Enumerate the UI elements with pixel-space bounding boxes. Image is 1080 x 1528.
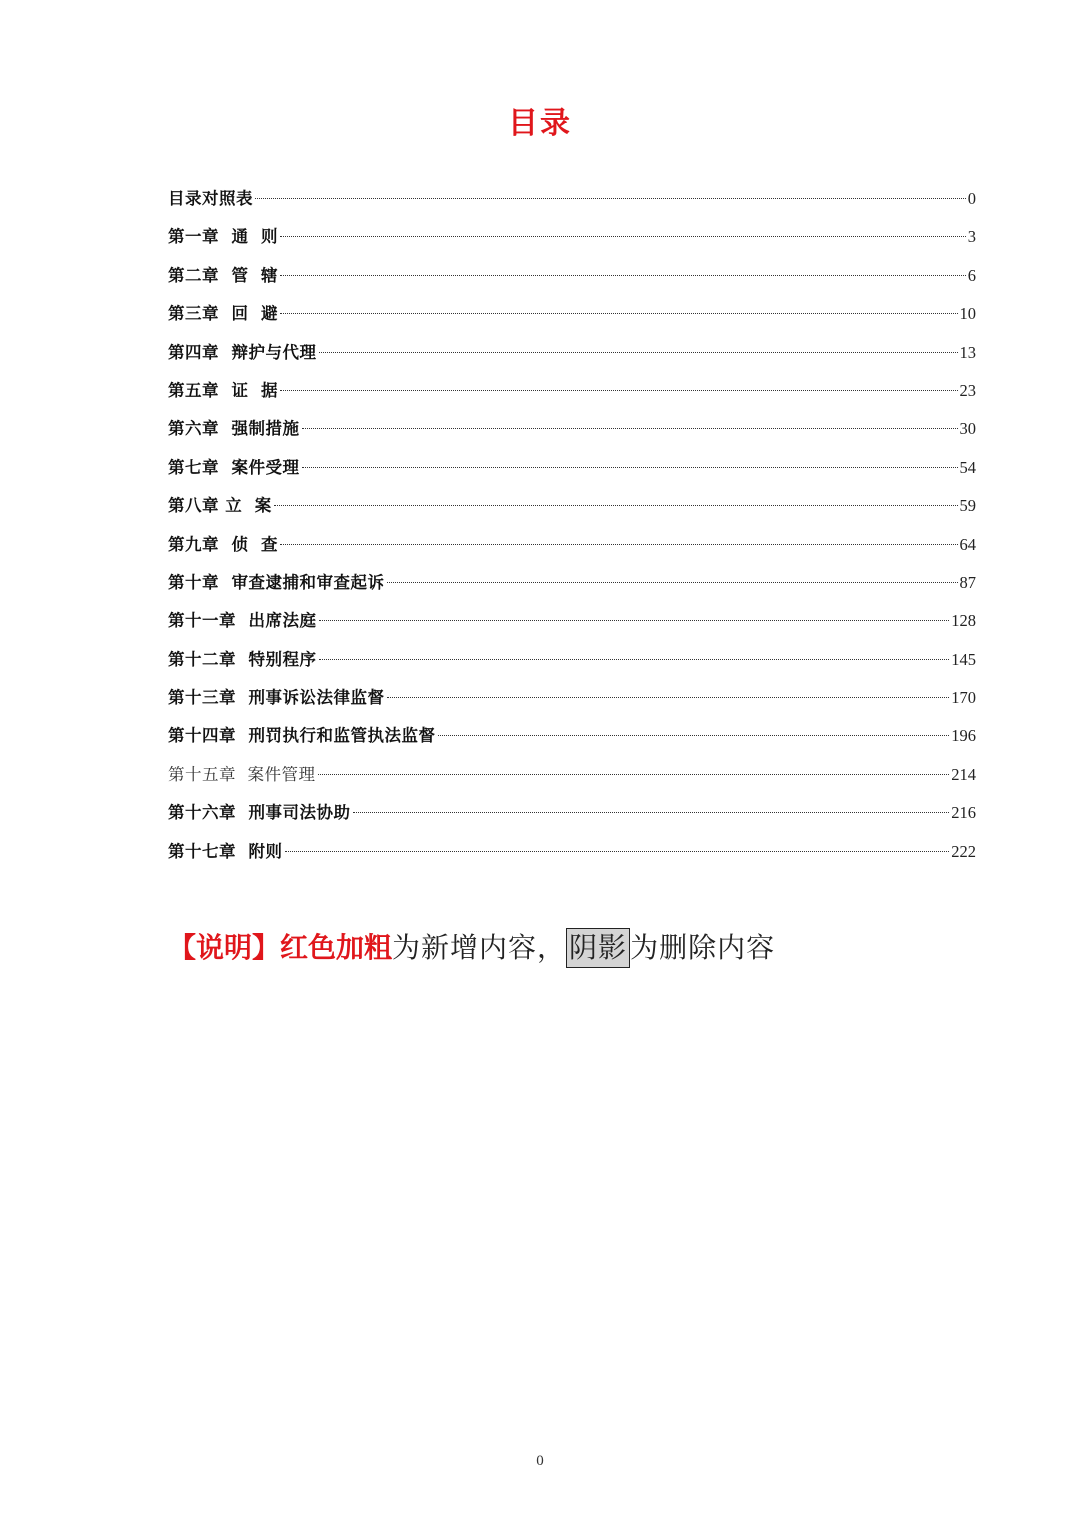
page-title: 目录: [508, 106, 572, 141]
toc-entry-page: 222: [951, 841, 976, 861]
toc-entry-page: 13: [959, 342, 976, 362]
toc-entry[interactable]: [168, 796, 976, 834]
toc-entry-label: 第六章 强制措施: [168, 419, 300, 439]
page-number: 0: [536, 1453, 544, 1469]
toc-entry-page: 10: [959, 304, 976, 324]
toc-entry-label: 第一章 通 则: [168, 227, 278, 247]
toc-entry-label: 第二章 管 辖: [168, 265, 278, 285]
toc-entry-page: 128: [951, 611, 976, 631]
toc-entry[interactable]: [168, 528, 976, 566]
toc-entry[interactable]: [168, 566, 976, 604]
toc-leader-dots: [387, 697, 950, 698]
toc-leader-dots: [319, 352, 958, 353]
toc-entry-label: 第九章 侦 查: [168, 534, 278, 554]
toc-entry-page: 87: [959, 572, 976, 592]
toc-entry[interactable]: [168, 259, 976, 297]
toc-entry-page: 216: [951, 803, 976, 823]
toc-entry-page: 0: [967, 189, 976, 208]
note-tag: 【说明】: [168, 931, 281, 964]
toc-entry-page: 3: [967, 227, 976, 247]
toc-entry-label: 第四章 辩护与代理: [168, 342, 317, 362]
toc-entry-label: 第十七章 附则: [168, 841, 283, 861]
toc-entry[interactable]: [168, 719, 976, 757]
note-deleted-text: 为删除内容: [630, 931, 776, 964]
toc-entry[interactable]: [168, 336, 976, 374]
toc-entry-label: 第十五章 案件管理: [168, 764, 316, 784]
toc-entry-label: 第十一章 出席法庭: [168, 611, 317, 631]
toc-entry-page: 6: [967, 265, 976, 285]
note-shaded-sample: 阴影: [566, 928, 630, 968]
toc-entry-label: 第八章 立 案: [168, 496, 272, 516]
toc-leader-dots: [280, 275, 966, 276]
toc-entry[interactable]: [168, 643, 976, 681]
toc-entry[interactable]: [168, 489, 976, 527]
toc-leader-dots: [280, 544, 958, 545]
toc-entry-page: 170: [951, 688, 976, 708]
toc-leader-dots: [285, 851, 950, 852]
toc-leader-dots: [280, 236, 966, 237]
note-added-text: 为新增内容，: [392, 931, 567, 964]
toc-entry[interactable]: [168, 220, 976, 258]
toc-entry[interactable]: [168, 182, 976, 220]
toc-entry-label: 第七章 案件受理: [168, 457, 300, 477]
toc-leader-dots: [353, 812, 950, 813]
toc-leader-dots: [438, 735, 950, 736]
toc-entry-page: 59: [959, 496, 976, 516]
note-red-bold-sample: 红色加粗: [280, 931, 393, 964]
toc-entry-label: 第十四章 刑罚执行和监管执法监督: [168, 726, 436, 746]
toc-entry-page: 30: [959, 419, 976, 439]
table-of-contents: [168, 182, 976, 873]
toc-leader-dots: [302, 467, 958, 468]
toc-leader-dots: [280, 313, 958, 314]
toc-entry-page: 54: [959, 457, 976, 477]
toc-entry-label: 第十六章 刑事司法协助: [168, 803, 351, 823]
toc-entry[interactable]: [168, 835, 976, 873]
toc-entry-label: 第五章 证 据: [168, 380, 278, 400]
toc-leader-dots: [387, 582, 958, 583]
toc-leader-dots: [318, 774, 950, 775]
toc-leader-dots: [274, 505, 958, 506]
toc-entry-page: 145: [951, 649, 976, 669]
toc-entry[interactable]: [168, 758, 976, 796]
toc-entry-page: 214: [951, 764, 976, 784]
toc-entry[interactable]: [168, 604, 976, 642]
toc-leader-dots: [255, 198, 966, 199]
toc-entry[interactable]: [168, 451, 976, 489]
toc-entry-label: 第十章 审查逮捕和审查起诉: [168, 572, 385, 592]
toc-entry-page: 23: [959, 380, 976, 400]
toc-entry-label: 第十二章 特别程序: [168, 649, 317, 669]
toc-leader-dots: [302, 428, 958, 429]
legend-note: [168, 926, 775, 970]
toc-leader-dots: [319, 620, 950, 621]
toc-entry-label: 目录对照表: [168, 189, 253, 208]
toc-leader-dots: [280, 390, 958, 391]
toc-entry-label: 第三章 回 避: [168, 304, 278, 324]
toc-entry-label: 第十三章 刑事诉讼法律监督: [168, 688, 385, 708]
toc-entry[interactable]: [168, 297, 976, 335]
toc-entry-page: 64: [959, 534, 976, 554]
toc-entry[interactable]: [168, 681, 976, 719]
toc-leader-dots: [319, 659, 950, 660]
toc-entry[interactable]: [168, 412, 976, 450]
toc-entry[interactable]: [168, 374, 976, 412]
toc-entry-page: 196: [951, 726, 976, 746]
